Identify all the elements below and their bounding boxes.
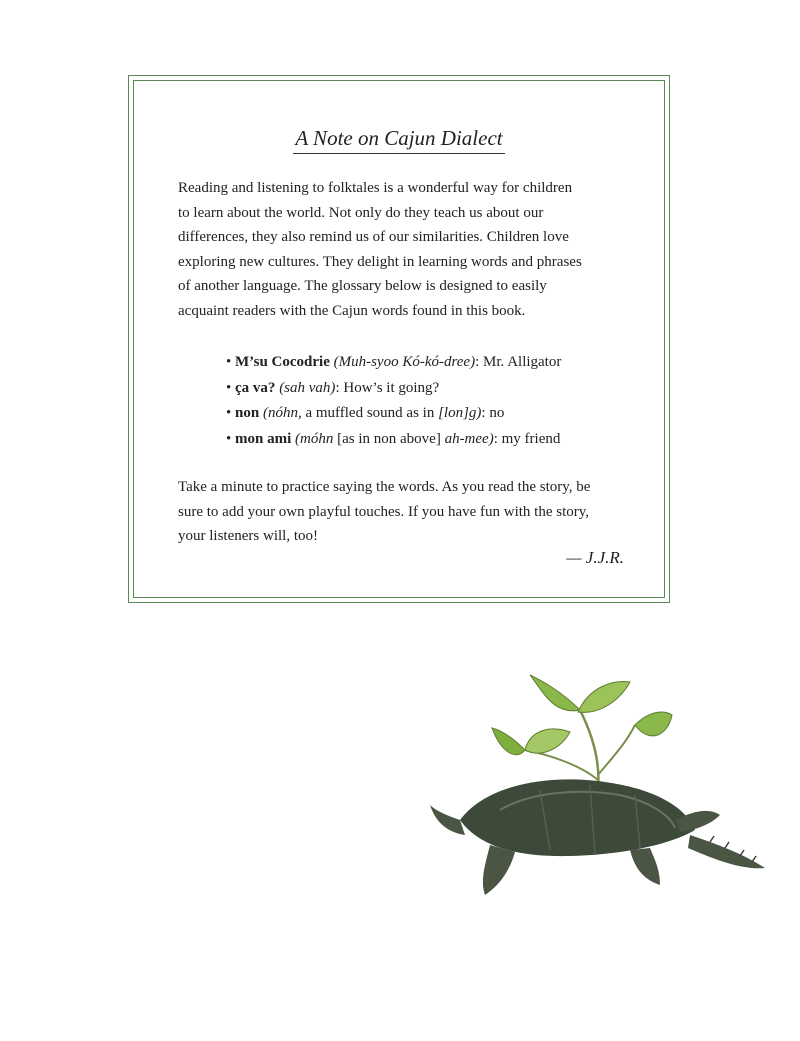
intro-line: to learn about the world. Not only do they teach us about our	[178, 204, 544, 221]
glossary-pronunciation: (sah vah)	[279, 379, 336, 396]
intro-line: exploring new cultures. They delight in learning words and phrases	[178, 253, 582, 270]
intro-line: of another language. The glossary below is designed to easily	[178, 278, 547, 294]
outro-line: Take a minute to practice saying the words. As you read the story, be	[178, 479, 591, 495]
glossary-term: ça va?	[235, 379, 276, 396]
glossary-meaning: : How’s it going?	[335, 379, 440, 396]
glossary-pronunciation: (Muh-syoo Kó-kó-dree)	[333, 354, 476, 370]
glossary-list	[226, 350, 561, 452]
glossary-pronunciation-note: a muffled sound as in	[301, 405, 439, 421]
bullet: •	[226, 430, 232, 447]
bullet: •	[226, 379, 232, 396]
note-frame	[128, 75, 670, 603]
glossary-term: M’su Cocodrie	[235, 354, 330, 370]
intro-line: Reading and listening to folktales is a wonderful way for children	[178, 180, 573, 196]
glossary-pronunciation-example: ah-mee)	[444, 430, 494, 447]
glossary-item	[226, 427, 561, 453]
author-signature: — J.J.R.	[566, 548, 624, 567]
glossary-pronunciation-note: [as in non above]	[333, 430, 445, 447]
intro-line: differences, they also remind us of our similarities. Children love	[178, 229, 569, 245]
bullet: •	[226, 405, 232, 421]
glossary-term: non	[235, 405, 260, 421]
glossary-meaning: : no	[481, 405, 505, 421]
glossary-meaning: : Mr. Alligator	[475, 354, 562, 370]
page-title	[129, 126, 669, 154]
glossary-term: mon ami	[235, 430, 292, 447]
page-title-text: A Note on Cajun Dialect	[293, 126, 504, 154]
intro-line: acquaint readers with the Cajun words found in this book.	[178, 302, 526, 319]
turtle-with-sprout-illustration	[430, 670, 770, 910]
glossary-item	[226, 350, 561, 376]
intro-paragraph	[178, 176, 618, 323]
glossary-pronunciation: (móhn	[295, 430, 334, 447]
glossary-pronunciation: (nóhn,	[262, 405, 302, 421]
glossary-item	[226, 401, 561, 427]
outro-line: sure to add your own playful touches. If you have fun with the story,	[178, 503, 590, 520]
bullet: •	[226, 354, 232, 370]
glossary-item	[226, 376, 561, 402]
outro-paragraph	[178, 475, 628, 549]
outro-line: your listeners will, too!	[178, 528, 318, 544]
glossary-meaning: : my friend	[493, 430, 561, 447]
glossary-pronunciation-example: [lon]g)	[438, 405, 482, 421]
